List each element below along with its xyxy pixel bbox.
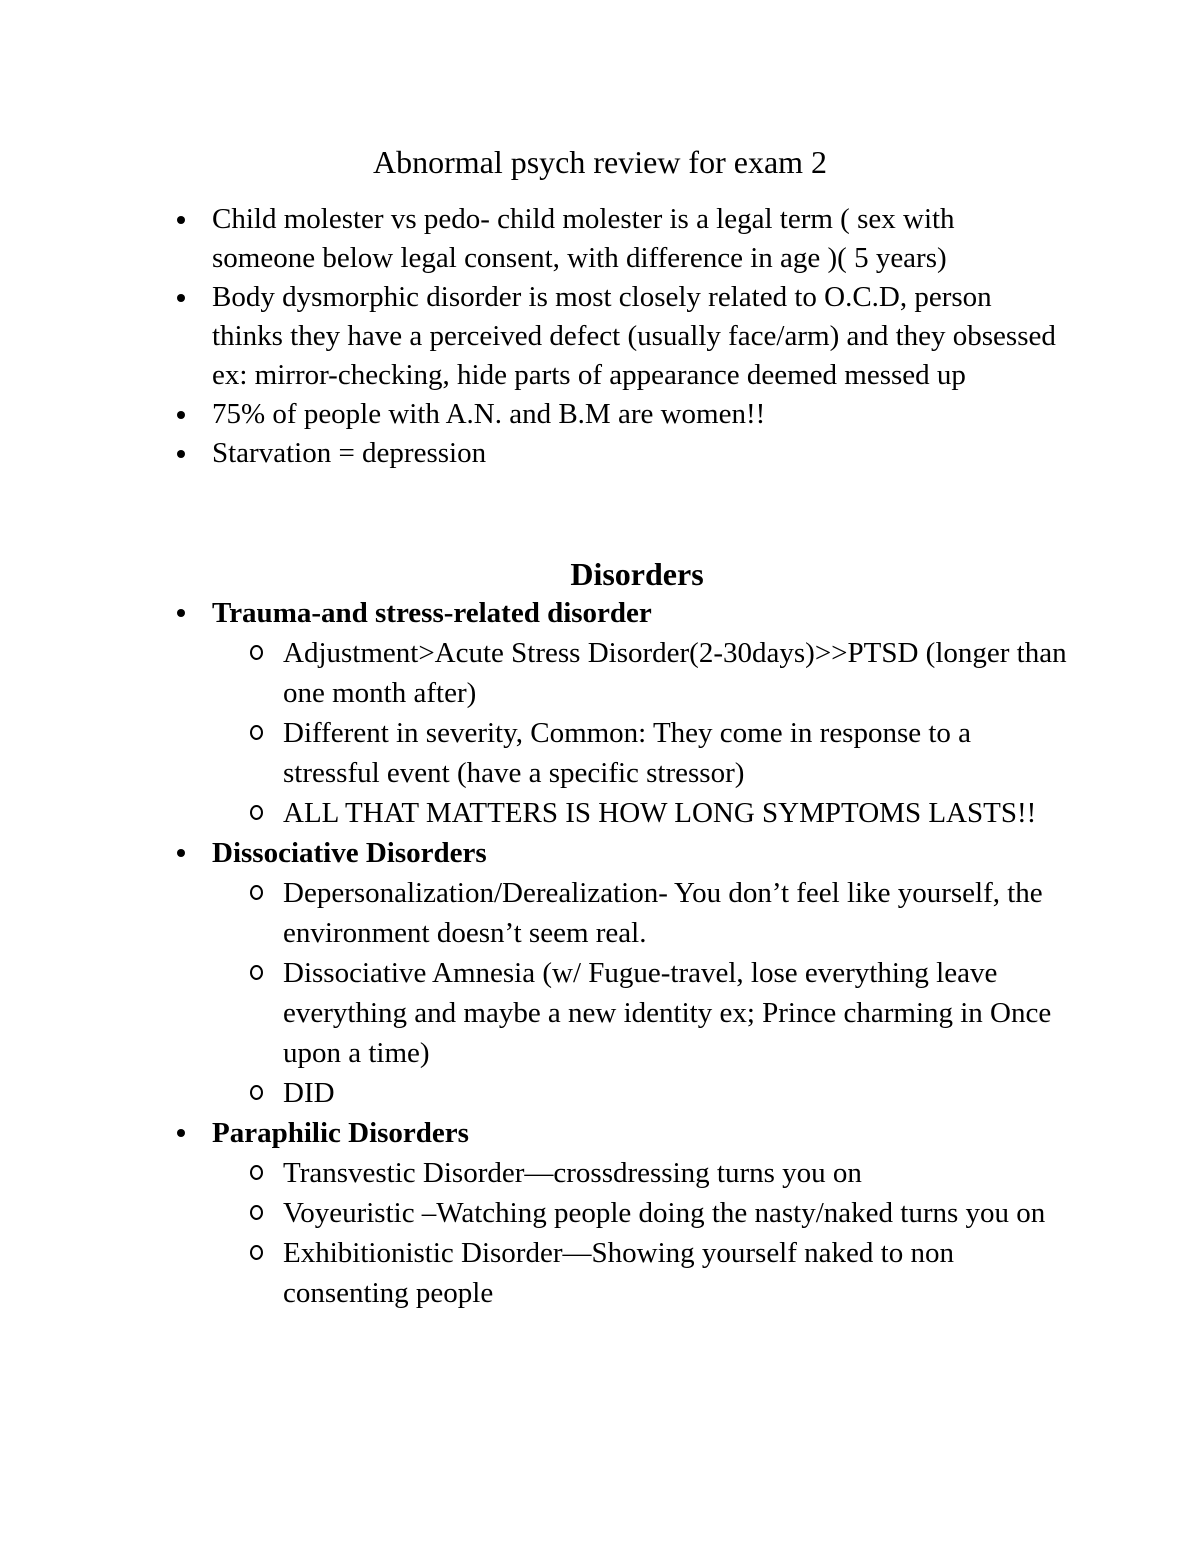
circle-bullet-icon (250, 645, 263, 660)
sub-item-text: Transvestic Disorder—crossdressing turns you on (283, 1157, 862, 1189)
circle-bullet-icon (250, 805, 263, 820)
bullet-icon (177, 411, 185, 419)
sub-list-item (212, 1073, 1073, 1113)
sub-list-item (212, 1233, 1073, 1313)
sub-item-text: Voyeuristic –Watching people doing the nasty/naked turns you on (283, 1197, 1046, 1229)
section-heading-text: Dissociative Disorders (212, 837, 487, 869)
circle-bullet-icon (250, 1085, 263, 1100)
sub-item-text: Dissociative Amnesia (w/ Fugue-travel, lose everything leave everything and maybe a new identity ex; Prince charming in Once upon a time) (283, 957, 1052, 1069)
bullet-icon (177, 294, 185, 302)
list-item (0, 395, 1062, 434)
list-item-text: Child molester vs pedo- child molester is a legal term ( sex with someone below legal consent, with difference in age )( 5 years) (212, 203, 955, 274)
sub-item-text: Adjustment>Acute Stress Disorder(2-30days)>>PTSD (longer than one month after) (283, 637, 1067, 709)
circle-bullet-icon (250, 1165, 263, 1180)
list-item (0, 434, 1062, 473)
sub-list-item (212, 633, 1073, 713)
sub-list-item (212, 1153, 1073, 1193)
circle-bullet-icon (250, 1205, 263, 1220)
circle-bullet-icon (250, 725, 263, 740)
circle-bullet-icon (250, 885, 263, 900)
sub-list-item (212, 953, 1073, 1073)
circle-bullet-icon (250, 1245, 263, 1260)
sub-list (212, 633, 1067, 833)
list-item-text: 75% of people with A.N. and B.M are women!! (212, 398, 766, 430)
sub-list-item (212, 713, 1073, 793)
section-heading: Disorders (570, 556, 704, 592)
list-item (0, 200, 1062, 278)
bullet-icon (177, 450, 185, 458)
bullet-icon (177, 609, 185, 617)
sub-item-text: Exhibitionistic Disorder—Showing yourself naked to non consenting people (283, 1237, 954, 1309)
sub-item-text: Depersonalization/Derealization- You don’t feel like yourself, the environment doesn’t seem real. (283, 877, 1043, 949)
section-item (0, 833, 1062, 1113)
intro-list (0, 200, 1200, 473)
sub-list-item (212, 873, 1073, 953)
disorders-list (0, 593, 1200, 1313)
list-item-text: Starvation = depression (212, 437, 487, 469)
list-item (0, 278, 1062, 395)
sub-item-text: DID (283, 1077, 335, 1109)
sub-list-item (212, 1193, 1073, 1233)
sub-item-text: ALL THAT MATTERS IS HOW LONG SYMPTOMS LASTS!! (283, 797, 1037, 829)
section-item (0, 1113, 1062, 1313)
sub-list (212, 873, 1062, 1113)
sub-item-text: Different in severity, Common: They come in response to a stressful event (have a specific stressor) (283, 717, 972, 789)
page-title: Abnormal psych review for exam 2 (372, 144, 828, 180)
bullet-icon (177, 1129, 185, 1137)
section-heading-text: Paraphilic Disorders (212, 1117, 469, 1149)
list-item-text: Body dysmorphic disorder is most closely related to O.C.D, person thinks they have a perceived defect (usually face/arm) and they obsessed ex: mirror-checking, hide parts of appearance deemed messed up (212, 281, 1056, 391)
section-heading-text: Trauma-and stress-related disorder (212, 597, 652, 629)
bullet-icon (177, 216, 185, 224)
sub-list (212, 1153, 1062, 1313)
circle-bullet-icon (250, 965, 263, 980)
bullet-icon (177, 849, 185, 857)
section-item (0, 593, 1067, 833)
sub-list-item (212, 793, 1073, 833)
